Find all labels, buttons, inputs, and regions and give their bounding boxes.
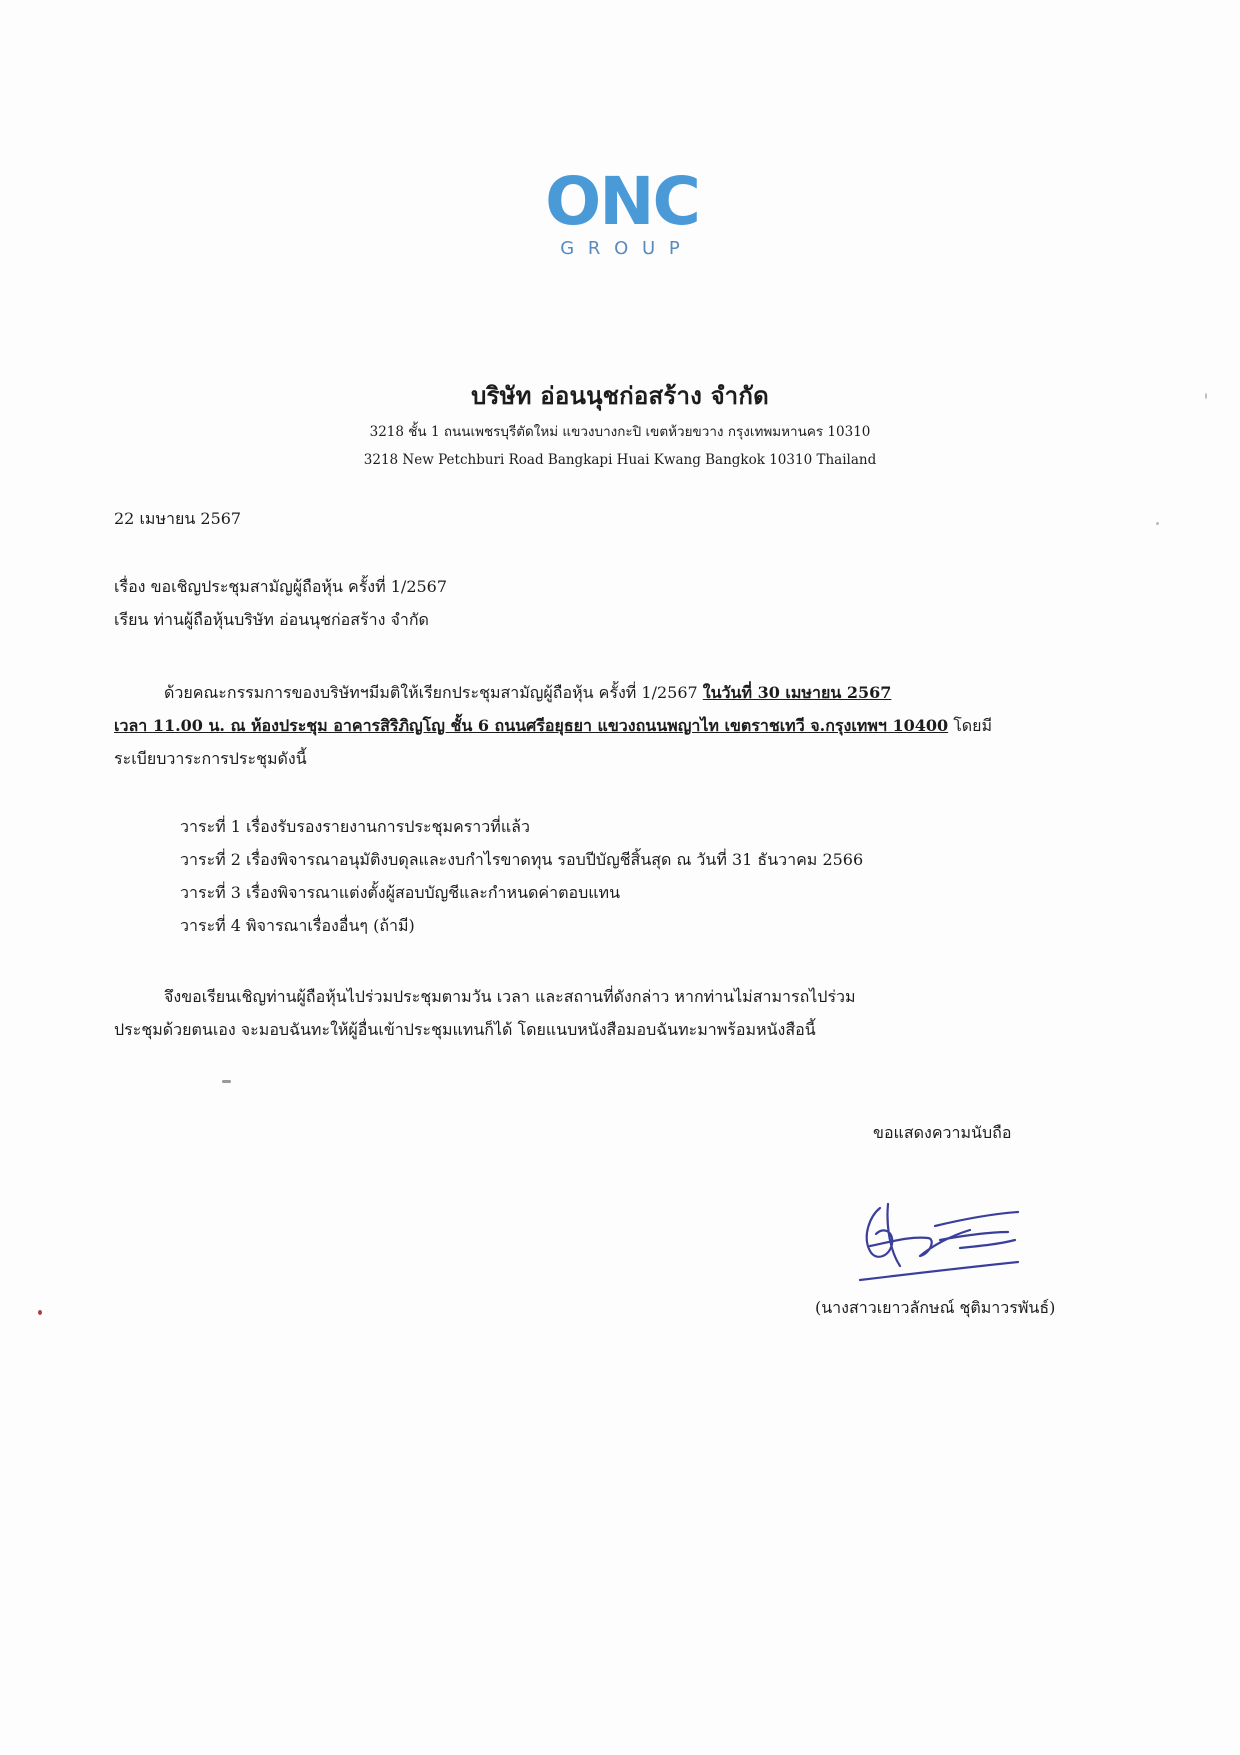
letter-date: 22 เมษายน 2567 — [114, 509, 242, 528]
address-english: 3218 New Petchburi Road Bangkapi Huai Kwang Bangkok 10310 Thailand — [363, 452, 877, 468]
scan-speck — [1205, 393, 1207, 399]
proxy-line-2: ประชุมด้วยตนเอง จะมอบฉันทะให้ผู้อื่นเข้าประชุมแทนก็ได้ โดยแนบหนังสือมอบฉันทะมาพร้อมหนังสือนี้ — [114, 1020, 816, 1039]
letter-recipient: เรียน ท่านผู้ถือหุ้นบริษัท อ่อนนุชก่อสร้าง จำกัด — [114, 610, 429, 629]
scan-speck — [222, 1080, 231, 1083]
invitation-line-2 — [114, 709, 1114, 742]
handwritten-signature — [840, 1196, 1030, 1296]
agenda-list — [180, 810, 863, 942]
invitation-line-1 — [114, 676, 1114, 709]
proxy-paragraph — [114, 980, 1114, 1046]
agenda-item: วาระที่ 4 พิจารณาเรื่องอื่นๆ (ถ้ามี) — [180, 916, 415, 935]
signer-name: (นางสาวเยาวลักษณ์ ชุติมาวรพันธ์) — [815, 1298, 1056, 1317]
logo-sub-text: G R O U P — [560, 238, 684, 259]
agenda-item: วาระที่ 1 เรื่องรับรองรายงานการประชุมคราวที่แล้ว — [180, 817, 530, 836]
logo-main-text: ONC — [545, 168, 699, 240]
onc-group-logo — [522, 168, 722, 264]
address-thai: 3218 ชั้น 1 ถนนเพชรบุรีตัดใหม่ แขวงบางกะปิ เขตห้วยขวาง กรุงเทพมหานคร 10310 — [369, 424, 871, 440]
scan-speck — [38, 1310, 42, 1315]
closing-salutation: ขอแสดงความนับถือ — [873, 1123, 1012, 1142]
agenda-item: วาระที่ 2 เรื่องพิจารณาอนุมัติงบดุลและงบกำไรขาดทุน รอบปีบัญชีสิ้นสุด ณ วันที่ 31 ธันวาคม 2566 — [180, 850, 864, 869]
scan-speck — [1156, 522, 1159, 525]
letter-subject: เรื่อง ขอเชิญประชุมสามัญผู้ถือหุ้น ครั้งที่ 1/2567 — [114, 577, 448, 596]
invitation-line-1-text: ด้วยคณะกรรมการของบริษัทฯมีมติให้เรียกประชุมสามัญผู้ถือหุ้น ครั้งที่ 1/2567 — [164, 683, 703, 702]
meeting-date-text: ในวันที่ 30 เมษายน 2567 — [702, 683, 892, 702]
company-name: บริษัท อ่อนนุชก่อสร้าง จำกัด — [471, 381, 769, 410]
invitation-line-3: ระเบียบวาระการประชุมดังนี้ — [114, 749, 307, 768]
invitation-paragraph — [114, 676, 1114, 775]
proxy-line-1: จึงขอเรียนเชิญท่านผู้ถือหุ้นไปร่วมประชุมตามวัน เวลา และสถานที่ดังกล่าว หากท่านไม่สามารถไปร่วม — [164, 987, 856, 1006]
agenda-item: วาระที่ 3 เรื่องพิจารณาแต่งตั้งผู้สอบบัญชีและกำหนดค่าตอบแทน — [180, 883, 621, 902]
invitation-line-2-text: โดยมี — [948, 716, 993, 735]
meeting-time-venue-text: เวลา 11.00 น. ณ ห้องประชุม อาคารสิริภิญโญ ชั้น 6 ถนนศรีอยุธยา แขวงถนนพญาไท เขตราชเทวี จ.กรุงเทพฯ 10400 — [114, 716, 949, 735]
